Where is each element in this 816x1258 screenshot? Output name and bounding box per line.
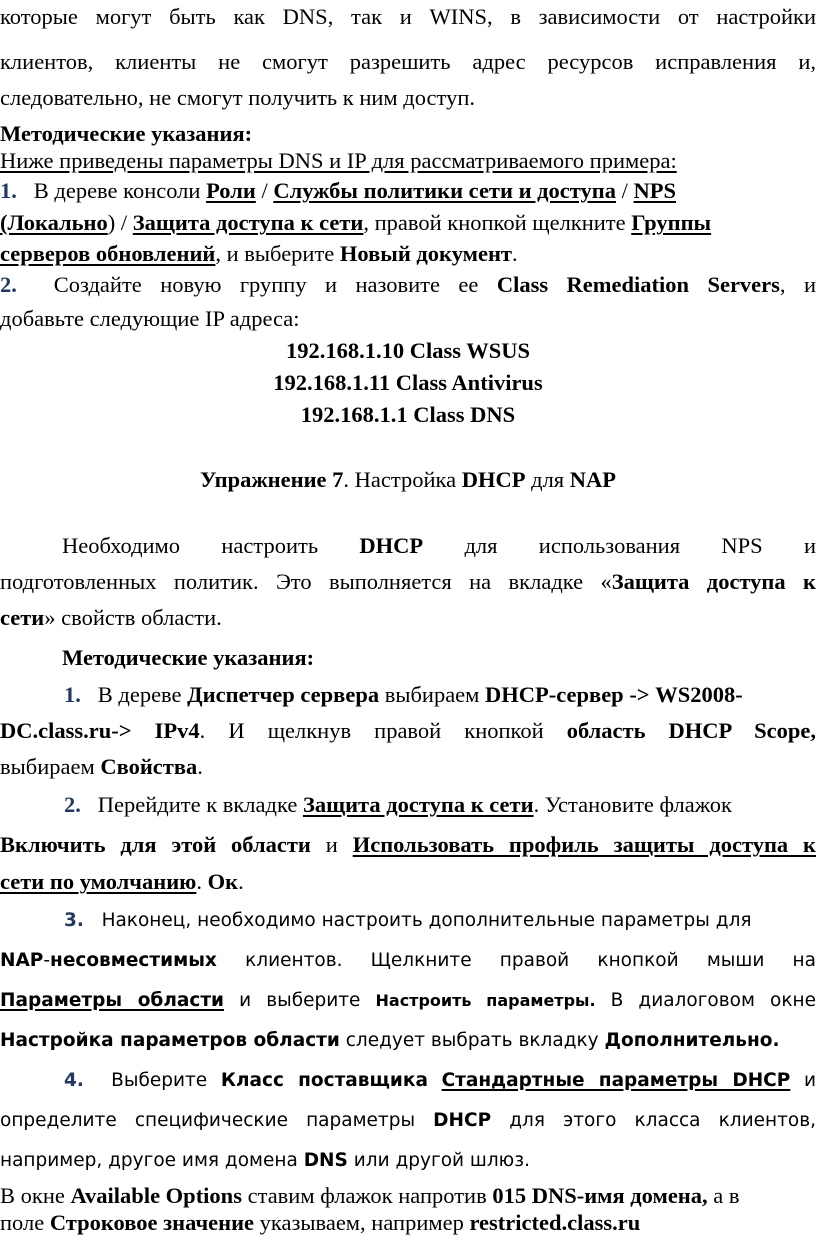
text: , правой кнопкой щелкните — [363, 210, 626, 235]
text: выбираем — [384, 682, 480, 707]
text: Защита доступа к — [611, 569, 816, 594]
text: ставим флажок напротив — [247, 1183, 487, 1208]
text: сети — [0, 605, 45, 630]
guidelines-heading — [0, 645, 816, 671]
text: Наконец, необходимо настроить дополнительные параметры для — [101, 910, 752, 931]
text: область DHCP Scope, — [566, 718, 816, 743]
text: и — [803, 533, 816, 558]
text: Available Options — [70, 1183, 242, 1208]
guidelines-heading — [0, 121, 816, 147]
text: Использовать профиль защиты доступа к — [352, 832, 816, 857]
text: Методические указания: — [0, 121, 253, 146]
paragraph-line — [0, 569, 816, 595]
text: DHCP — [433, 1110, 492, 1131]
text: а в — [713, 1183, 740, 1208]
text: Методические указания: — [62, 645, 315, 670]
text: Настроить параметры. — [375, 991, 596, 1010]
paragraph-line — [0, 605, 816, 631]
text: Параметры области — [0, 990, 225, 1011]
text: Необходимо — [62, 533, 181, 558]
text: Класс поставщика — [220, 1070, 428, 1091]
text: следует выбрать вкладку — [345, 1030, 599, 1051]
final-line-2 — [0, 1210, 816, 1236]
text: для — [464, 533, 498, 558]
step-number: 1. — [64, 682, 81, 707]
step-1-line-3 — [0, 241, 816, 267]
text: Строковое значение — [49, 1210, 255, 1235]
text: . — [196, 869, 202, 894]
text: клиентов. Щелкните правой кнопкой мыши на — [245, 950, 816, 971]
text: Диспетчер сервера — [187, 682, 380, 707]
text: / — [261, 178, 268, 203]
path-nap: Защита доступа к сети — [132, 210, 364, 235]
text: Стандартные параметры DHCP — [441, 1070, 791, 1091]
text: restricted.class.ru — [469, 1210, 641, 1235]
text: , и выберите — [215, 241, 335, 266]
text: использования — [538, 533, 681, 558]
text: . — [511, 241, 518, 266]
text: указываем, например — [259, 1210, 464, 1235]
paragraph-line — [0, 85, 816, 111]
text: Ниже приведены параметры DNS и IP для рассматриваемого примера: — [0, 148, 677, 173]
text: Ок — [207, 869, 239, 894]
text: настроить — [221, 533, 319, 558]
text: подготовленных политик. Это выполняется на вкладке « — [0, 569, 612, 594]
text: Перейдите к вкладке — [97, 792, 298, 817]
path-roles: Роли — [206, 178, 256, 203]
text: В дереве — [97, 682, 182, 707]
text: поле — [0, 1210, 45, 1235]
text: NPS — [721, 533, 763, 558]
text: клиентов, клиенты не смогут разрешить адрес ресурсов исправления и, — [0, 49, 816, 74]
text: DHCP-сервер -> WS2008- — [485, 682, 743, 707]
paragraph-line — [0, 49, 816, 75]
instruction-3-line-4 — [0, 1028, 816, 1054]
text: выбираем — [0, 754, 95, 779]
text: Включить для этой области — [0, 832, 311, 857]
text: 192.168.1.11 Class Antivirus — [273, 370, 543, 395]
instruction-2-line-1 — [0, 792, 816, 818]
text: для — [531, 467, 565, 492]
text: . И щелкнув правой кнопкой — [199, 718, 544, 743]
text: 015 DNS-имя домена, — [492, 1183, 708, 1208]
instruction-1-line-2 — [0, 718, 816, 744]
ip-entry — [0, 370, 816, 396]
group-name: Class Remediation Servers — [496, 272, 780, 297]
ip-entry — [0, 402, 816, 428]
text: Создайте новую группу и назовите ее — [53, 272, 479, 297]
text: например, другое имя домена — [0, 1150, 298, 1171]
text: или другой шлюз. — [353, 1150, 530, 1171]
text: DNS — [303, 1150, 348, 1171]
text: для этого класса клиентов, — [509, 1110, 816, 1131]
path-nps: NPS — [633, 178, 677, 203]
text: и выберите — [239, 990, 361, 1011]
text: несовместимых — [50, 950, 217, 971]
step-1-line-1 — [0, 178, 816, 204]
text: - — [43, 950, 51, 971]
text: 192.168.1.10 Class WSUS — [285, 338, 530, 363]
step-2-line-2 — [0, 306, 816, 332]
text: Выберите — [111, 1070, 208, 1091]
text: NAP — [0, 950, 44, 971]
text: Защита доступа к сети — [302, 792, 534, 817]
instruction-4-line-3 — [0, 1148, 816, 1174]
instruction-1-line-3 — [0, 754, 816, 780]
instruction-3-line-2 — [0, 948, 816, 974]
final-line-1 — [0, 1183, 816, 1209]
exercise-heading — [0, 467, 816, 493]
text: . Установите флажок — [533, 792, 732, 817]
text: В диалоговом окне — [610, 990, 816, 1011]
text: , и — [779, 272, 816, 297]
text: определите специфические параметры — [0, 1110, 416, 1131]
instruction-4-line-2 — [0, 1108, 816, 1134]
text: Дополнительно. — [604, 1030, 780, 1051]
step-number: 4. — [64, 1070, 84, 1091]
text: которые могут быть как DNS, так и WINS, в зависимости от настройки — [0, 4, 816, 29]
text: Свойства — [100, 754, 198, 779]
step-number: 1. — [0, 178, 17, 203]
text: В окне — [0, 1183, 65, 1208]
path-groups: Группы — [631, 210, 712, 235]
text: . Настройка — [343, 467, 457, 492]
guidelines-intro — [0, 148, 816, 174]
step-number: 2. — [64, 792, 81, 817]
instruction-2-line-3 — [0, 869, 816, 895]
text: / — [621, 178, 628, 203]
step-1-line-2 — [0, 210, 816, 236]
text: ) / — [107, 210, 128, 235]
instruction-3-line-3 — [0, 988, 816, 1014]
instruction-2-line-2 — [0, 832, 816, 858]
text: 192.168.1.1 Class DNS — [300, 402, 516, 427]
text: добавьте следующие IP адреса: — [0, 306, 300, 331]
text: » свойств области. — [44, 605, 222, 630]
path-nps-services: Службы политики сети и доступа — [273, 178, 617, 203]
text: NAP — [569, 467, 617, 492]
text: DHCP — [359, 533, 424, 558]
menu-new-document: Новый документ — [339, 241, 512, 266]
step-2-line-1 — [0, 272, 816, 298]
text: . — [197, 754, 203, 779]
text: и — [803, 1070, 816, 1091]
text: сети по умолчанию — [0, 869, 197, 894]
text: . — [238, 869, 244, 894]
paragraph-line — [0, 533, 816, 559]
text: и — [325, 832, 338, 857]
paragraph-line — [0, 4, 816, 30]
text: DC.class.ru-> IPv4 — [0, 718, 200, 743]
path-local: (Локально — [0, 210, 108, 235]
path-groups: серверов обновлений — [0, 241, 216, 266]
step-number: 2. — [0, 272, 17, 297]
step-number: 3. — [64, 910, 84, 931]
instruction-3-line-1 — [0, 908, 816, 934]
exercise-label: Упражнение 7 — [199, 467, 344, 492]
text: В дереве консоли — [33, 178, 201, 203]
text: DHCP — [461, 467, 526, 492]
instruction-4-line-1 — [0, 1068, 816, 1094]
instruction-1-line-1 — [0, 682, 816, 708]
ip-entry — [0, 338, 816, 364]
text: следовательно, не смогут получить к ним доступ. — [0, 85, 475, 110]
text: Настройка параметров области — [0, 1030, 340, 1051]
